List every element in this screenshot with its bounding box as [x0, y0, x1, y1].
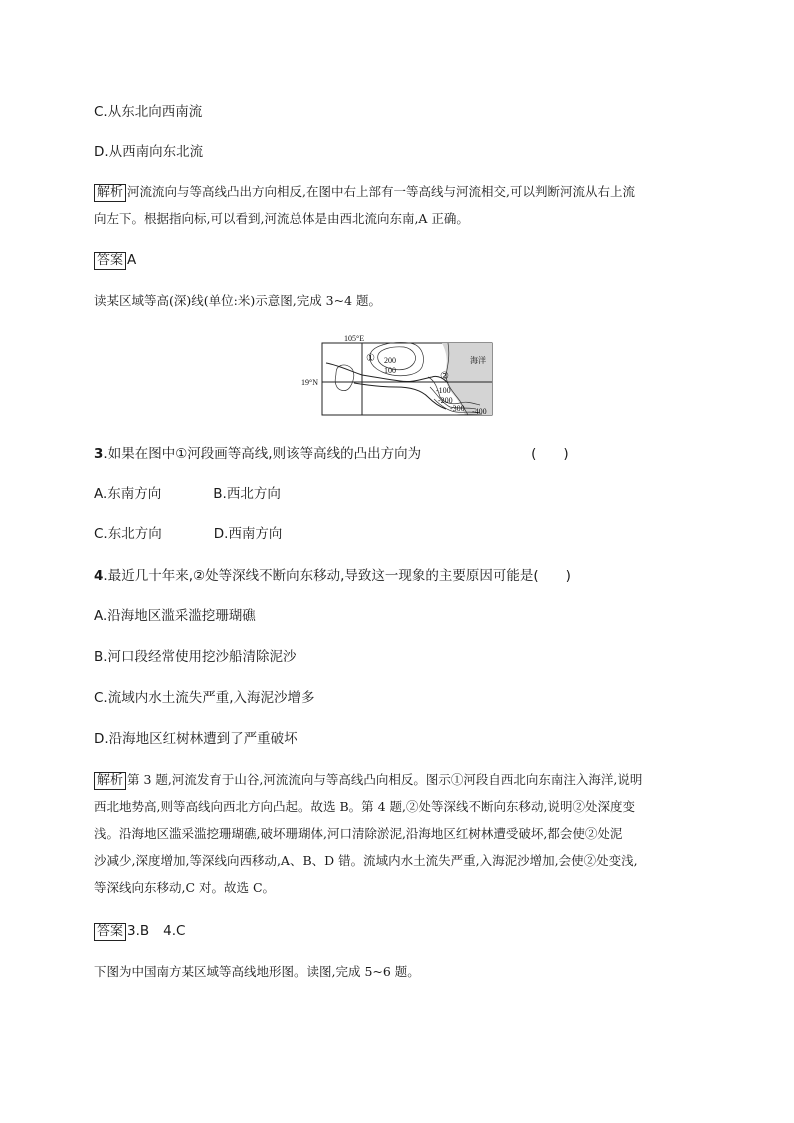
- analysis-tag: 解析: [94, 772, 126, 790]
- option-d: D.西南方向: [213, 526, 283, 542]
- analysis-text-line: 河流流向与等高线凸出方向相反,在图中右上部有一等高线与河流相交,可以判断河流从右上流: [127, 184, 635, 199]
- option-d: D.沿海地区红树林遭到了严重破坏: [94, 731, 298, 747]
- option-a: A.东南方向: [94, 486, 162, 502]
- answer-block: [94, 922, 185, 941]
- answer-value: 4.C: [163, 923, 186, 939]
- lon-label: 105°E: [344, 334, 365, 343]
- contour-label-100: 100: [384, 366, 396, 375]
- contour-map-svg: [300, 333, 500, 418]
- answer-tag: 答案: [94, 923, 126, 941]
- question-4: [94, 567, 571, 585]
- option-c: C.流域内水土流失严重,入海泥沙增多: [94, 690, 315, 706]
- marker-2: ②: [440, 371, 449, 382]
- answer-blank: ( ): [531, 446, 569, 462]
- analysis-text-line: 沙减少,深度增加,等深线向西移动,A、B、D 错。流域内水土流失严重,入海泥沙增加,会使②处变浅,: [94, 853, 638, 868]
- answer-value: A: [127, 252, 137, 268]
- answer-value: 3.B: [127, 923, 150, 939]
- answer-tag: 答案: [94, 252, 126, 270]
- analysis-text-line: 西北地势高,则等高线向西北方向凸起。故选 B。第 4 题,②处等深线不断向东移动,说明②处深度变: [94, 799, 635, 814]
- depth-label-300: -300: [450, 404, 465, 413]
- depth-label-100: -100: [436, 386, 451, 395]
- analysis-text-line: 第 3 题,河流发育于山谷,河流流向与等高线凸向相反。图示①河段自西北向东南注入海洋,说明: [127, 772, 643, 787]
- marker-1: ①: [366, 353, 375, 364]
- option-a: A.沿海地区滥采滥挖珊瑚礁: [94, 608, 256, 624]
- analysis-text-line: 浅。沿海地区滥采滥挖珊瑚礁,破坏珊瑚体,河口清除淤泥,沿海地区红树林遭受破坏,都会使②处泥: [94, 826, 623, 841]
- options-row: [94, 525, 282, 543]
- question-intro: 下图为中国南方某区域等高线地形图。读图,完成 5~6 题。: [94, 964, 420, 979]
- option-b: B.河口段经常使用挖沙船清除泥沙: [94, 649, 297, 665]
- analysis-block: [94, 771, 642, 790]
- contour-label-200: 200: [384, 356, 396, 365]
- analysis-block: [94, 183, 635, 202]
- option-c: C.从东北向西南流: [94, 104, 203, 120]
- question-number: 3: [94, 446, 104, 462]
- contour-map: [300, 333, 500, 418]
- sea-label: 海洋: [470, 356, 486, 365]
- analysis-text-line: 向左下。根据指向标,可以看到,河流总体是由西北流向东南,A 正确。: [94, 211, 469, 226]
- depth-label-400: -400: [472, 407, 487, 416]
- question-text: .最近几十年来,②处等深线不断向东移动,导致这一现象的主要原因可能是( ): [103, 568, 571, 584]
- question-intro: 读某区域等高(深)线(单位:米)示意图,完成 3~4 题。: [94, 293, 382, 308]
- option-b: B.西北方向: [213, 486, 281, 502]
- options-row: [94, 485, 281, 503]
- question-number: 4: [94, 568, 104, 584]
- lat-label: 19°N: [301, 378, 318, 387]
- question-text: .如果在图中①河段画等高线,则该等高线的凸出方向为: [103, 446, 422, 462]
- question-3: [94, 445, 569, 463]
- option-d: D.从西南向东北流: [94, 144, 204, 160]
- analysis-tag: 解析: [94, 184, 126, 202]
- analysis-text-line: 等深线向东移动,C 对。故选 C。: [94, 880, 276, 895]
- depth-label-200: -200: [438, 396, 453, 405]
- option-c: C.东北方向: [94, 526, 162, 542]
- answer-block: [94, 251, 136, 270]
